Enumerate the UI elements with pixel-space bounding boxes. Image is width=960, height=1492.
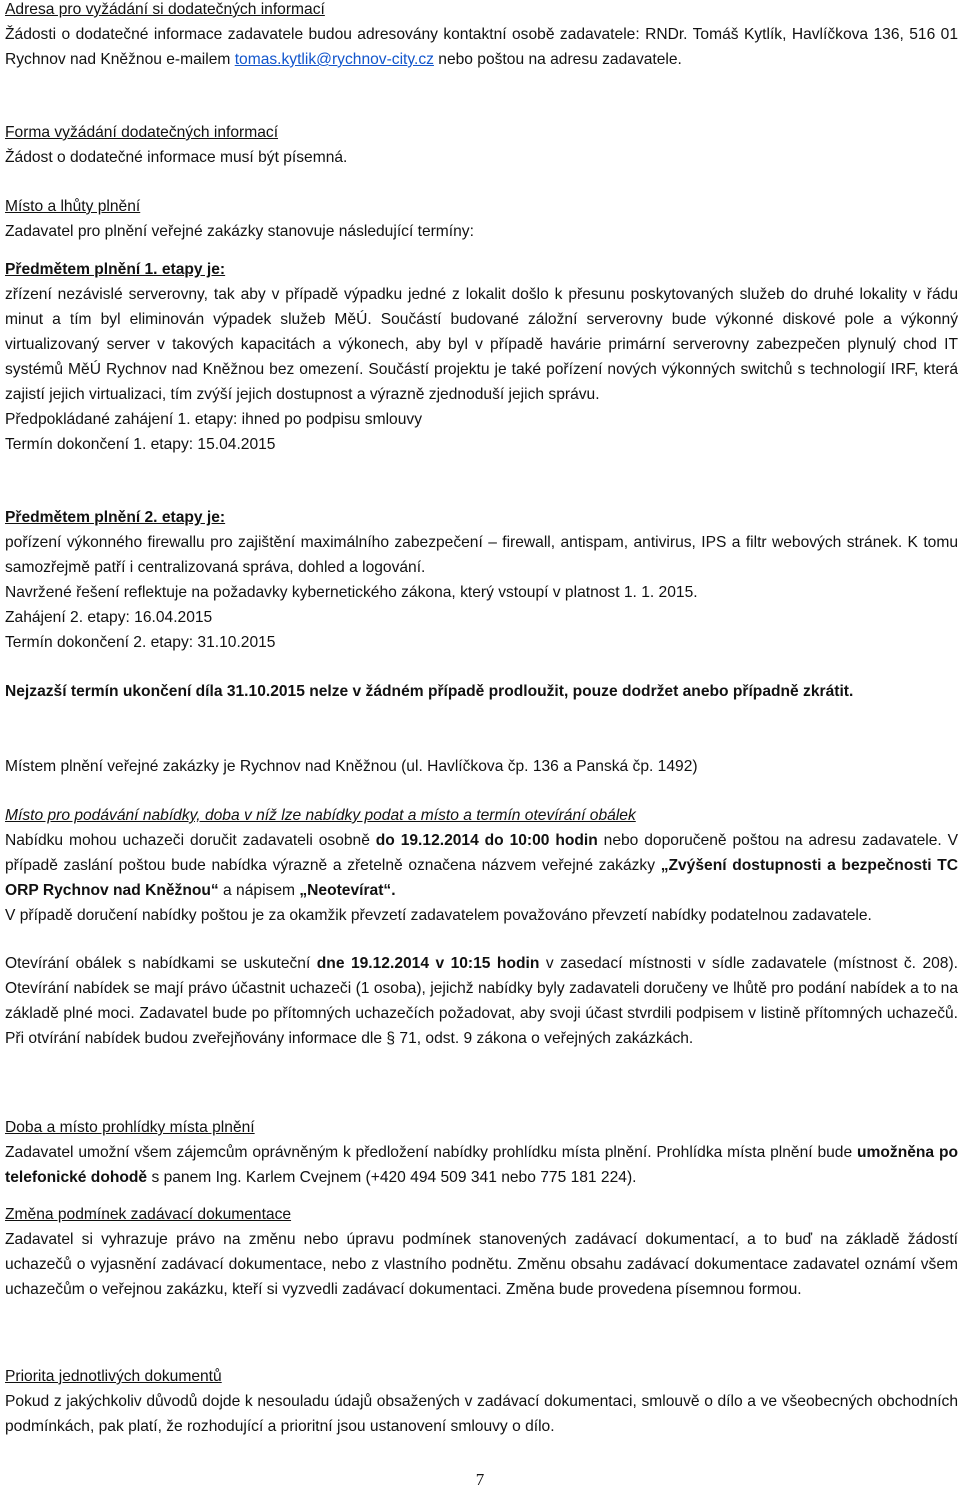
paragraph: Pokud z jakýchkoliv důvodů dojde k nesouladu údajů obsažených v zadávací dokumentaci, smlouvě o dílo a ve všeobecných obchodních podmínkách, pak platí, že rozhodující a prioritní jsou ustanovení smlouvy o dílo.: [5, 1393, 958, 1435]
section-info-address: [5, 0, 958, 72]
place-of-performance: Místem plnění veřejné zakázky je Rychnov nad Kněžnou (ul. Havlíčkova čp. 136 a Panská čp. 1492): [5, 758, 698, 775]
paragraph: Žádost o dodatečné informace musí být písemná.: [5, 149, 348, 166]
section-heading: Forma vyžádání dodatečných informací: [5, 124, 279, 141]
stage-heading: Předmětem plnění 1. etapy je:: [5, 261, 226, 278]
section-site-visit: [5, 1115, 958, 1190]
section-heading: Místo a lhůty plnění: [5, 198, 141, 215]
page-number: 7: [475, 1470, 485, 1489]
section-priority: [5, 1364, 958, 1439]
paragraph: Zadavatel pro plnění veřejné zakázky stanovuje následující termíny:: [5, 223, 474, 240]
section-heading: Místo pro podávání nabídky, doba v níž lze nabídky podat a místo a termín otevírání obálek: [5, 807, 636, 824]
stage-start: Zahájení 2. etapy: 16.04.2015: [5, 609, 213, 626]
section-heading: Změna podmínek zadávací dokumentace: [5, 1206, 292, 1223]
section-changes: [5, 1202, 958, 1302]
deadline-notice: Nejzazší termín ukončení díla 31.10.2015 nelze v žádném případě prodloužit, pouze dodržet anebo případně zkrátit.: [5, 683, 854, 700]
stage-heading: Předmětem plnění 2. etapy je:: [5, 509, 226, 526]
stage-end: Termín dokončení 1. etapy: 15.04.2015: [5, 436, 276, 453]
section-heading: Doba a místo prohlídky místa plnění: [5, 1119, 255, 1136]
paragraph: Žádosti o dodatečné informace zadavatele budou adresovány kontaktní osobě zadavatele: RNDr. Tomáš Kytlík, Havlíčkova 136, 516 01 Rychnov nad Kněžnou e-mailem tomas.kytlik@rychnov-city.cz nebo poštou na adresu zadavatele.: [5, 26, 958, 68]
section-stage-2: [5, 505, 958, 655]
section-info-form: [5, 120, 958, 170]
paragraph: Navržené řešení reflektuje na požadavky kybernetického zákona, který vstoupí v platnost 1. 1. 2015.: [5, 584, 698, 601]
paragraph: zřízení nezávislé serverovny, tak aby v případě výpadku jedné z lokalit došlo k přesunu poskytovaných služeb do druhé lokality v řádu minut a tím byl eliminován výpadek služeb MěÚ. Součástí budované záložní serverovny bude výkonné diskové pole a výkonný virtualizovaný server v takových kapacitách a výkonech, aby byl v případě havárie primární serverovny zabezpečen plynulý chod IT systémů MěÚ Rychnov nad Kněžnou bez omezení. Součástí projektu je také pořízení nových výkonných switchů s technologií IRF, která zajistí jejich virtualizaci, tím zvýší jejich dostupnost a výrazně zjednoduší jejich správu.: [5, 286, 958, 403]
section-heading: Priorita jednotlivých dokumentů: [5, 1368, 222, 1385]
stage-start: Předpokládané zahájení 1. etapy: ihned po podpisu smlouvy: [5, 411, 422, 428]
paragraph: Otevírání obálek s nabídkami se uskuteční dne 19.12.2014 v 10:15 hodin v zasedací místnosti v sídle zadavatele (místnost č. 208). Otevírání nabídek se mají právo účastnit uchazeči (1 osoba), jejichž nabídky byly zadavateli doručeny ve lhůtě pro podání nabídek a to na základě plné moci. Zadavatel bude po přítomných uchazečích požadovat, aby svoji účast stvrdili podpisem v listině přítomných uchazečů. Při otvírání nabídek budou zveřejňovány informace dle § 71, odst. 9 zákona o veřejných zakázkách.: [5, 955, 958, 1047]
section-place-terms: [5, 194, 958, 244]
paragraph: Nabídku mohou uchazeči doručit zadavateli osobně do 19.12.2014 do 10:00 hodin nebo doporučeně poštou na adresu zadavatele. V případě zaslání poštou bude nabídka výrazně a zřetelně označena názvem veřejné zakázky „Zvýšení dostupnosti a bezpečnosti TC ORP Rychnov nad Kněžnou“ a nápisem „Neotevírat“.: [5, 832, 959, 899]
section-submission: [5, 803, 958, 928]
section-stage-1: [5, 257, 958, 457]
paragraph: Zadavatel umožní všem zájemcům oprávněným k předložení nabídky prohlídku místa plnění. Prohlídka místa plnění bude umožněna po telefonické dohodě s panem Ing. Karlem Cvejnem (+420 494 509 341 nebo 775 181 224).: [5, 1144, 958, 1186]
paragraph: pořízení výkonného firewallu pro zajištění maximálního zabezpečení – firewall, antispam, antivirus, IPS a filtr webových stránek. K tomu samozřejmě patří i centralizovaná správa, dohled a logování.: [5, 534, 958, 576]
email-link[interactable]: tomas.kytlik@rychnov-city.cz: [234, 51, 434, 68]
paragraph: V případě doručení nabídky poštou je za okamžik převzetí zadavatelem považováno převzetí nabídky podatelnou zadavatele.: [5, 907, 872, 924]
section-heading: Adresa pro vyžádání si dodatečných informací: [5, 1, 325, 18]
paragraph: Zadavatel si vyhrazuje právo na změnu nebo úpravu podmínek stanovených zadávací dokumentací, a to buď na základě žádostí uchazečů o vyjasnění zadávací dokumentace, nebo z vlastního podnětu. Změnu obsahu zadávací dokumentace zadavatel oznámí všem uchazečům o veřejnou zakázku, kteří si vyzvedli zadávací dokumentaci. Změna bude provedena písemnou formou.: [5, 1231, 958, 1298]
stage-end: Termín dokončení 2. etapy: 31.10.2015: [5, 634, 276, 651]
section-opening: [5, 951, 958, 1051]
